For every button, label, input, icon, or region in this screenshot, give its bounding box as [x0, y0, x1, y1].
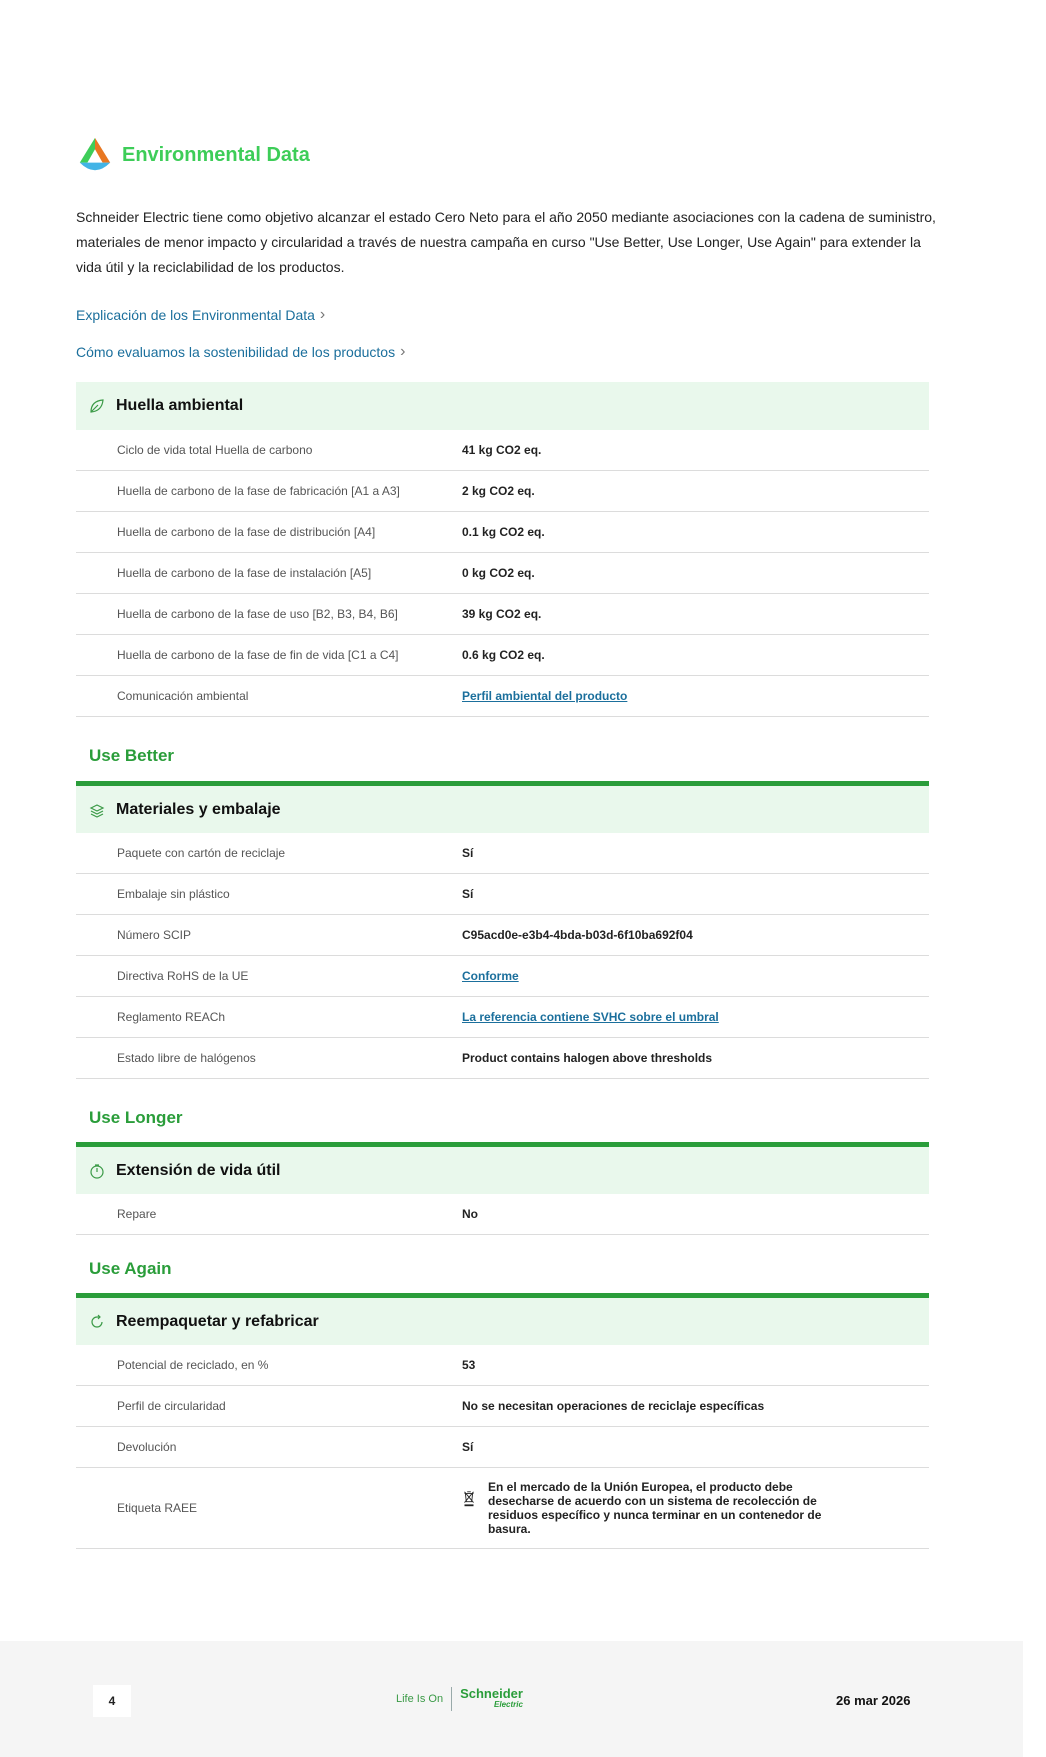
page-footer: [0, 1641, 1023, 1757]
chevron-right-icon: ›: [400, 343, 406, 360]
row-label: Embalaje sin plástico: [117, 887, 230, 901]
row-value: 2 kg CO2 eq.: [462, 484, 535, 498]
row-label: Etiqueta RAEE: [117, 1501, 198, 1515]
row-value: 39 kg CO2 eq.: [462, 607, 542, 621]
table-row: [76, 1427, 929, 1468]
table-row: [76, 594, 929, 635]
lifetime-header: [76, 1142, 929, 1194]
row-label: Devolución: [117, 1440, 177, 1454]
table-row: [76, 1386, 929, 1427]
lifetime-title: Extensión de vida útil: [116, 1161, 281, 1179]
table-row: [76, 1194, 929, 1235]
lifetime-section: [76, 1142, 929, 1235]
footprint-section: [76, 382, 929, 717]
table-row: [76, 956, 929, 997]
row-value: Sí: [462, 1440, 474, 1454]
brand-name: [460, 1688, 523, 1710]
intro-paragraph: Schneider Electric tiene como objetivo alcanzar el estado Cero Neto para el año 2050 mediante asociaciones con la cadena de suministro, materiales de menor impacto y circularidad a través de nuestra campaña en curso "Use Better, Use Longer, Use Again" para extender la vida útil y la reciclabilidad de los productos.: [76, 209, 936, 275]
table-row: [76, 1038, 929, 1079]
row-label: Huella de carbono de la fase de instalación [A5]: [117, 566, 372, 580]
materials-header: [76, 781, 929, 833]
table-row: [76, 635, 929, 676]
timer-icon: [88, 1162, 106, 1180]
row-label: Huella de carbono de la fase de uso [B2, B3, B4, B6]: [117, 607, 398, 621]
materials-title: Materiales y embalaje: [116, 800, 281, 818]
layers-icon: [88, 801, 106, 819]
page-number: 4: [93, 1685, 131, 1717]
leaf-icon: [88, 397, 106, 415]
refresh-icon: [88, 1313, 106, 1331]
brand-title: Schneider: [460, 1686, 523, 1701]
row-value: 41 kg CO2 eq.: [462, 443, 542, 457]
row-value: 53: [462, 1358, 476, 1372]
brand-subtitle: Electric: [494, 1700, 523, 1709]
remanufacture-header: [76, 1293, 929, 1345]
weee-bin-icon: [462, 1490, 476, 1508]
row-label: Huella de carbono de la fase de fabricación [A1 a A3]: [117, 484, 400, 498]
row-label: Estado libre de halógenos: [117, 1051, 256, 1065]
table-row: [76, 915, 929, 956]
row-value: 0.6 kg CO2 eq.: [462, 648, 545, 662]
weee-value: [462, 1480, 929, 1536]
footprint-title: Huella ambiental: [116, 397, 244, 414]
sustainability-link[interactable]: [76, 343, 405, 361]
row-label: Directiva RoHS de la UE: [117, 969, 249, 983]
row-label: Perfil de circularidad: [117, 1399, 226, 1413]
use-again-heading: Use Again: [89, 1259, 172, 1278]
table-row: [76, 430, 929, 471]
table-row: [76, 997, 929, 1038]
rohs-link[interactable]: Conforme: [462, 969, 519, 983]
table-row: [76, 512, 929, 553]
remanufacture-title: Reempaquetar y refabricar: [116, 1312, 319, 1330]
remanufacture-section: [76, 1293, 929, 1549]
environment-logo-icon: [76, 136, 114, 174]
table-row: [76, 1468, 929, 1549]
row-label: Huella de carbono de la fase de distribución [A4]: [117, 525, 376, 539]
row-label: Paquete con cartón de reciclaje: [117, 846, 286, 860]
table-row: [76, 553, 929, 594]
weee-text: En el mercado de la Unión Europea, el producto debe desecharse de acuerdo con un sistema de recolección de residuos específico y nunca terminar en un contenedor de basura.: [488, 1480, 822, 1536]
use-longer-heading: Use Longer: [89, 1108, 183, 1127]
row-label: Repare: [117, 1207, 157, 1221]
row-value: Product contains halogen above thresholds: [462, 1051, 713, 1065]
row-value: No se necesitan operaciones de reciclaje específicas: [462, 1399, 765, 1413]
row-value: Sí: [462, 887, 474, 901]
footprint-header: [76, 382, 929, 430]
table-row: [76, 471, 929, 512]
row-label: Potencial de reciclado, en %: [117, 1358, 269, 1372]
use-better-heading: Use Better: [89, 746, 175, 765]
materials-section: [76, 781, 929, 1079]
brand-logo: [396, 1687, 523, 1711]
row-label: Ciclo de vida total Huella de carbono: [117, 443, 313, 457]
explanation-link[interactable]: [76, 306, 325, 324]
row-label: Comunicación ambiental: [117, 689, 249, 703]
row-value: No: [462, 1207, 478, 1221]
environmental-profile-link[interactable]: Perfil ambiental del producto: [462, 689, 628, 703]
table-row: [76, 874, 929, 915]
sustainability-link-label: Cómo evaluamos la sostenibilidad de los productos: [76, 344, 396, 360]
row-label: Número SCIP: [117, 928, 192, 942]
reach-link[interactable]: La referencia contiene SVHC sobre el umbral: [462, 1010, 719, 1024]
row-label: Huella de carbono de la fase de fin de vida [C1 a C4]: [117, 648, 399, 662]
table-row: [76, 833, 929, 874]
row-label: Reglamento REACh: [117, 1010, 226, 1024]
page-header: [76, 136, 310, 174]
row-value: Sí: [462, 846, 474, 860]
table-row: [76, 1345, 929, 1386]
explanation-link-label: Explicación de los Environmental Data: [76, 307, 315, 323]
divider: [451, 1687, 452, 1711]
table-row: [76, 676, 929, 717]
page-title: Environmental Data: [122, 143, 310, 166]
footer-date: 26 mar 2026: [836, 1693, 911, 1708]
tagline: Life Is On: [396, 1693, 444, 1705]
row-value: 0.1 kg CO2 eq.: [462, 525, 545, 539]
chevron-right-icon: ›: [319, 306, 326, 323]
row-value: 0 kg CO2 eq.: [462, 566, 535, 580]
row-value: C95acd0e-e3b4-4bda-b03d-6f10ba692f04: [462, 928, 693, 942]
